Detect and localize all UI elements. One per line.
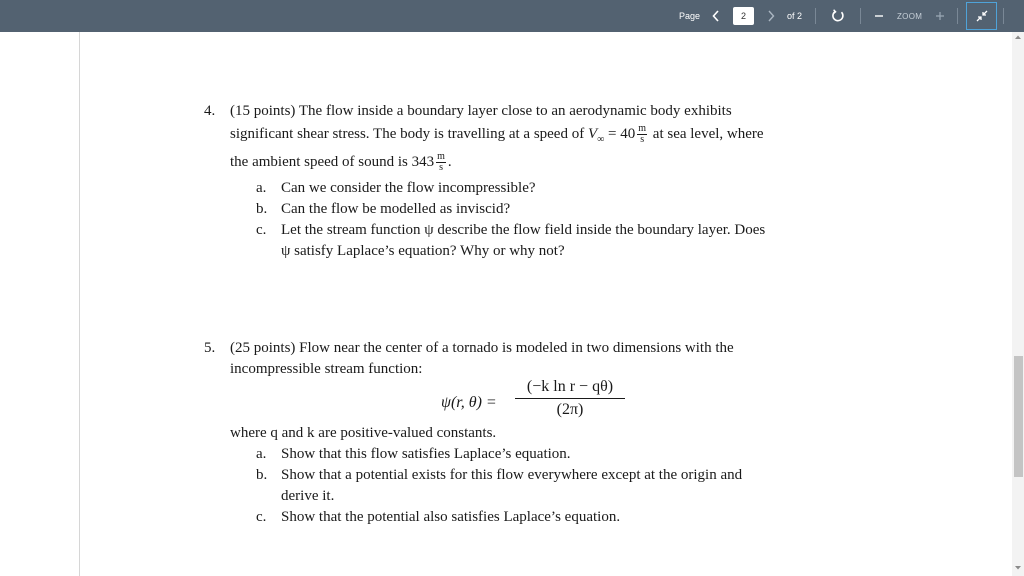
scrollbar-thumb[interactable] (1014, 356, 1023, 477)
question-number: 4. (204, 103, 216, 119)
equation-denominator: (2π) (556, 401, 584, 418)
q5-item-a: Show that this flow satisfies Laplace’s equation. (281, 446, 571, 462)
collapse-icon (975, 9, 989, 23)
q5-item-b-continued: derive it. (281, 488, 335, 504)
q5-item-b-label: b. (256, 467, 268, 483)
plus-icon (935, 11, 945, 21)
unit-denominator: s (640, 134, 645, 145)
chevron-left-icon (712, 10, 720, 22)
q4-line-2 (230, 124, 764, 145)
q4-line-3 (230, 152, 452, 173)
unit-numerator: m (638, 123, 647, 134)
zoom-out-button[interactable] (873, 0, 885, 32)
previous-page-button[interactable] (709, 0, 723, 32)
q4-item-a: Can we consider the flow incompressible? (281, 180, 536, 196)
rotate-button[interactable] (829, 0, 847, 32)
equation-fraction (515, 378, 625, 419)
q4-item-a-label: a. (256, 180, 267, 196)
minus-icon (874, 11, 884, 21)
q5-item-a-label: a. (256, 446, 267, 462)
velocity-value: = 40 (604, 125, 636, 142)
viewer-gutter (0, 32, 79, 576)
rotate-icon (831, 9, 845, 23)
q5-item-c: Show that the potential also satisfies Laplace’s equation. (281, 509, 621, 525)
q5-item-b: Show that a potential exists for this flow everywhere except at the origin and (281, 467, 743, 483)
collapse-fullscreen-button[interactable] (966, 2, 997, 30)
velocity-subscript: ∞ (597, 133, 605, 145)
page-total-label: of 2 (787, 11, 803, 21)
page-number-input[interactable]: 2 (733, 7, 754, 25)
vertical-scrollbar[interactable] (1012, 32, 1024, 576)
q5-item-c-label: c. (256, 509, 267, 525)
zoom-in-button[interactable] (934, 0, 946, 32)
q5-line-2: incompressible stream function: (230, 361, 423, 377)
equation-lhs: ψ(r, θ) = (441, 394, 497, 411)
q4-line-2-text: significant shear stress. The body is travelling at a speed of (230, 125, 588, 142)
toolbar-divider (860, 8, 861, 24)
pdf-toolbar (0, 0, 1024, 32)
q4-item-b-label: b. (256, 201, 268, 217)
q4-item-c-label: c. (256, 222, 267, 238)
q4-line-3-end: . (447, 153, 452, 170)
q4-item-b: Can the flow be modelled as inviscid? (281, 201, 511, 217)
q4-line-2-end: at sea level, where (649, 125, 764, 142)
q4-item-c: Let the stream function ψ describe the flow field inside the boundary layer. Does (281, 222, 766, 238)
chevron-right-icon (767, 10, 775, 22)
scroll-up-arrow-icon[interactable] (1013, 34, 1023, 40)
page-edge (79, 32, 80, 576)
toolbar-divider (1003, 8, 1004, 24)
page-label: Page (679, 11, 701, 21)
zoom-label: ZOOM (897, 11, 923, 21)
q5-line-1: (25 points) Flow near the center of a tornado is modeled in two dimensions with the (230, 340, 734, 356)
velocity-symbol: V (587, 125, 598, 142)
unit-fraction (637, 124, 647, 145)
toolbar-divider (815, 8, 816, 24)
q4-line-1: (15 points) The flow inside a boundary layer close to an aerodynamic body exhibits (230, 103, 732, 119)
q4-item-c-continued: ψ satisfy Laplace’s equation? Why or why not? (281, 243, 565, 259)
unit-numerator: m (437, 151, 445, 162)
scroll-down-arrow-icon[interactable] (1013, 565, 1023, 571)
next-page-button[interactable] (764, 0, 778, 32)
unit-fraction (436, 152, 446, 173)
equation-numerator: (−k ln r − qθ) (515, 378, 625, 399)
q4-line-3-text: the ambient speed of sound is 343 (230, 153, 435, 170)
question-number: 5. (204, 340, 216, 356)
q5-where-line: where q and k are positive-valued constants. (230, 425, 497, 441)
unit-denominator: s (439, 162, 443, 173)
toolbar-divider (957, 8, 958, 24)
